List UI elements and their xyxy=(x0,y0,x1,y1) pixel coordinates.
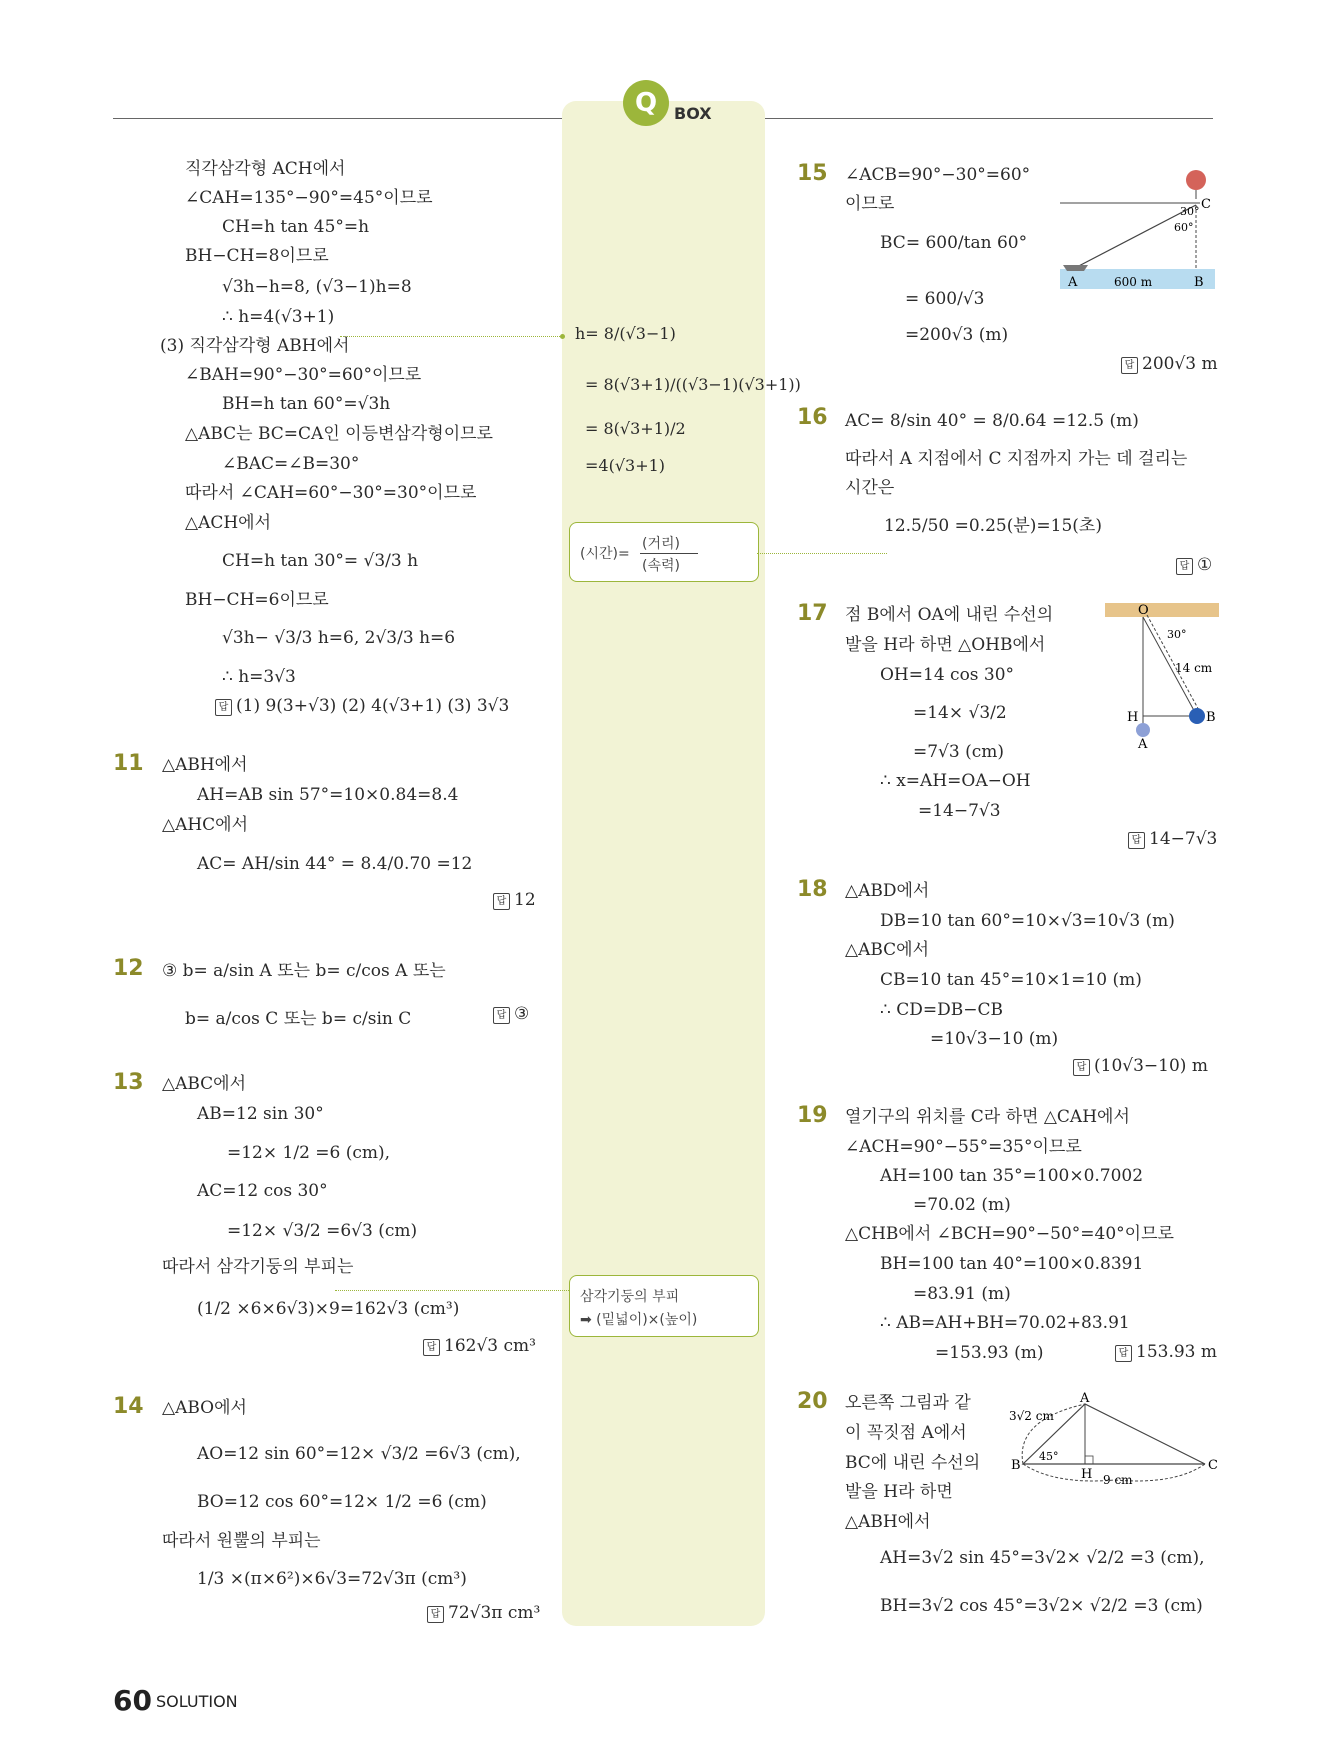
connector-dot xyxy=(560,334,565,339)
text-line: ③ b= a/sin A 또는 b= c/cos A 또는 xyxy=(162,961,446,981)
problem-number: 11 xyxy=(113,751,144,776)
text-line: =10√3−10 (m) xyxy=(930,1029,1059,1049)
note-title: 삼각기둥의 부피 xyxy=(580,1289,680,1305)
text-line: 열기구의 위치를 C라 하면 △CAH에서 xyxy=(845,1107,1130,1127)
text-line: =70.02 (m) xyxy=(913,1195,1011,1215)
problem-number: 14 xyxy=(113,1394,144,1419)
point-label: A xyxy=(1068,275,1078,290)
text-line: ∠BAC=∠B=30° xyxy=(222,454,360,474)
answer xyxy=(215,696,509,716)
point-label: H xyxy=(1081,1467,1093,1482)
text-line: CH=h tan 45°=h xyxy=(222,217,370,237)
pendulum-ball-icon xyxy=(1136,723,1150,737)
answer-text: 12 xyxy=(514,890,536,910)
text-line: (1/2 ×6×6√3)×9=162√3 (cm³) xyxy=(197,1299,460,1319)
answer xyxy=(493,890,536,910)
figure-17 xyxy=(1105,600,1221,750)
qbox-badge: Q xyxy=(623,80,669,126)
text-line: √3h− √3/3 h=6, 2√3/3 h=6 xyxy=(222,628,456,648)
answer xyxy=(1073,1056,1208,1076)
text-line: ∴ x=AH=OA−OH xyxy=(880,771,1031,791)
text-line: BH−CH=6이므로 xyxy=(185,590,329,610)
text-line: △ABO에서 xyxy=(162,1398,247,1418)
note-numerator: (거리) xyxy=(642,536,680,552)
text-line: BC에 내린 수선의 xyxy=(845,1453,981,1473)
base-label: 9 cm xyxy=(1103,1473,1133,1487)
side-label: 3√2 cm xyxy=(1009,1409,1054,1423)
text-line: √3h−h=8, (√3−1)h=8 xyxy=(222,277,412,297)
note-formula: ➡ (밑넓이)×(높이) xyxy=(580,1312,698,1328)
angle-label: 45° xyxy=(1039,1450,1059,1463)
text-line: 이므로 xyxy=(845,194,895,214)
point-label: B xyxy=(1011,1458,1021,1473)
text-line: ∴ AB=AH+BH=70.02+83.91 xyxy=(880,1313,1130,1333)
qbox-calc-line: h= 8/(√3−1) xyxy=(575,324,676,343)
answer-text: 14−7√3 xyxy=(1149,829,1218,849)
text-line: ∠ACH=90°−55°=35°이므로 xyxy=(845,1137,1082,1157)
text-line: 이 꼭짓점 A에서 xyxy=(845,1423,967,1443)
length-label: 14 cm xyxy=(1175,661,1213,675)
answer-text: 200√3 m xyxy=(1142,354,1218,374)
text-line: BH=100 tan 40°=100×0.8391 xyxy=(880,1254,1144,1274)
text-line: ∠BAH=90°−30°=60°이므로 xyxy=(185,365,422,385)
text-line: =14−7√3 xyxy=(918,801,1001,821)
text-line: =12× √3/2 =6√3 (cm) xyxy=(227,1221,418,1241)
answer xyxy=(427,1603,540,1623)
time-formula-note xyxy=(569,522,759,582)
text-line: △AHC에서 xyxy=(162,815,249,835)
answer xyxy=(1115,1342,1217,1362)
answer xyxy=(1176,555,1212,575)
balloon-icon xyxy=(1186,170,1206,190)
text-line: =7√3 (cm) xyxy=(913,742,1005,762)
footer-label: SOLUTION xyxy=(156,1692,238,1711)
pendulum-ball-icon xyxy=(1189,708,1205,724)
answer-text: 153.93 m xyxy=(1136,1342,1218,1362)
angle-label: 30° xyxy=(1180,205,1200,218)
text-line: CB=10 tan 45°=10×1=10 (m) xyxy=(880,970,1142,990)
text-line: △ABC는 BC=CA인 이등변삼각형이므로 xyxy=(185,424,493,444)
text-line: 점 B에서 OA에 내린 수선의 xyxy=(845,605,1054,625)
text-line: △ABH에서 xyxy=(845,1512,931,1532)
text-line: 따라서 삼각기둥의 부피는 xyxy=(162,1257,354,1277)
text-line: BH−CH=8이므로 xyxy=(185,246,329,266)
text-line: △ACH에서 xyxy=(185,513,272,533)
text-line: =153.93 (m) xyxy=(935,1343,1044,1363)
text-line: BC= 600/tan 60° xyxy=(880,233,1028,253)
text-line: BH=3√2 cos 45°=3√2× √2/2 =3 (cm) xyxy=(880,1596,1203,1616)
problem-number: 18 xyxy=(797,877,828,902)
text-line: AH=3√2 sin 45°=3√2× √2/2 =3 (cm), xyxy=(880,1548,1205,1568)
text-line: OH=14 cos 30° xyxy=(880,665,1015,685)
text-line: AB=12 sin 30° xyxy=(197,1104,324,1124)
answer-text: ③ xyxy=(514,1004,530,1024)
text-line: AC= AH/sin 44° = 8.4/0.70 =12 xyxy=(197,854,473,874)
text-line: △ABC에서 xyxy=(845,940,930,960)
answer xyxy=(1121,354,1218,374)
text-line: AO=12 sin 60°=12× √3/2 =6√3 (cm), xyxy=(197,1444,521,1464)
text-line: b= a/cos C 또는 b= c/sin C xyxy=(185,1009,412,1029)
prism-volume-note xyxy=(569,1275,759,1337)
angle-label: 30° xyxy=(1167,628,1187,641)
qbox-calc-line: = 8(√3+1)/((√3−1)(√3+1)) xyxy=(585,375,801,394)
text-line: △CHB에서 ∠BCH=90°−50°=40°이므로 xyxy=(845,1224,1174,1244)
text-line: (3) 직각삼각형 ABH에서 xyxy=(160,336,350,356)
text-line: 시간은 xyxy=(845,478,895,498)
answer-text: (10√3−10) m xyxy=(1094,1056,1208,1076)
answer xyxy=(1128,829,1217,849)
text-line: △ABH에서 xyxy=(162,755,248,775)
connector-line xyxy=(757,553,887,554)
answer-icon: 답 xyxy=(1121,357,1138,374)
point-label: A xyxy=(1080,1391,1090,1406)
answer-text: 72√3π cm³ xyxy=(448,1603,541,1623)
note-fraction-bar xyxy=(640,553,698,554)
text-line: 따라서 원뿔의 부피는 xyxy=(162,1531,321,1551)
qbox-calc-line: = 8(√3+1)/2 xyxy=(585,419,686,438)
text-line: 따라서 A 지점에서 C 지점까지 가는 데 걸리는 xyxy=(845,449,1188,469)
text-line: AH=AB sin 57°=10×0.84=8.4 xyxy=(197,785,459,805)
text-line: ∠ACB=90°−30°=60° xyxy=(845,165,1031,185)
answer-text: 162√3 cm³ xyxy=(444,1336,536,1356)
answer-text: ① xyxy=(1197,555,1213,575)
text-line: =14× √3/2 xyxy=(913,703,1007,723)
text-line: ∴ CD=DB−CB xyxy=(880,1000,1003,1020)
problem-number: 20 xyxy=(797,1389,828,1414)
text-line: BO=12 cos 60°=12× 1/2 =6 (cm) xyxy=(197,1492,487,1512)
text-line: △ABC에서 xyxy=(162,1074,247,1094)
point-label: O xyxy=(1138,603,1149,618)
problem-number: 13 xyxy=(113,1070,144,1095)
text-line: 따라서 ∠CAH=60°−30°=30°이므로 xyxy=(185,483,477,503)
text-line: 오른쪽 그림과 같 xyxy=(845,1393,971,1413)
text-line: CH=h tan 30°= √3/3 h xyxy=(222,551,419,571)
page-number: 60 xyxy=(113,1684,152,1717)
answer-icon: 답 xyxy=(215,699,232,716)
point-label: C xyxy=(1208,1458,1218,1473)
text-line: 발을 H라 하면 △OHB에서 xyxy=(845,635,1046,655)
point-label: A xyxy=(1138,737,1148,750)
answer-icon: 답 xyxy=(427,1606,444,1623)
point-label: B xyxy=(1194,275,1204,290)
text-line: =12× 1/2 =6 (cm), xyxy=(227,1143,391,1163)
problem-number: 17 xyxy=(797,601,828,626)
problem-number: 15 xyxy=(797,161,828,186)
note-denominator: (속력) xyxy=(642,558,680,574)
text-line: AC= 8/sin 40° = 8/0.64 =12.5 (m) xyxy=(845,411,1139,431)
text-line: ∴ h=3√3 xyxy=(222,667,296,687)
answer-icon: 답 xyxy=(1073,1059,1090,1076)
text-line: = 600/√3 xyxy=(905,289,985,309)
text-line: △ABD에서 xyxy=(845,881,930,901)
text-line: =83.91 (m) xyxy=(913,1284,1011,1304)
text-line: 발을 H라 하면 xyxy=(845,1482,953,1502)
answer-icon: 답 xyxy=(423,1339,440,1356)
text-line: ∠CAH=135°−90°=45°이므로 xyxy=(185,188,433,208)
problem-number: 16 xyxy=(797,405,828,430)
text-line: 직각삼각형 ACH에서 xyxy=(185,159,346,179)
boat-icon xyxy=(1063,265,1088,271)
text-line: 12.5/50 =0.25(분)=15(초) xyxy=(884,516,1102,536)
text-line: AH=100 tan 35°=100×0.7002 xyxy=(880,1166,1144,1186)
note-lhs: (시간)= xyxy=(580,546,630,562)
qbox-label: BOX xyxy=(674,104,712,123)
problem-number: 12 xyxy=(113,956,144,981)
text-line: =200√3 (m) xyxy=(905,325,1009,345)
answer-icon: 답 xyxy=(1176,558,1193,575)
answer xyxy=(423,1336,536,1356)
text-line: AC=12 cos 30° xyxy=(197,1181,328,1201)
problem-number: 19 xyxy=(797,1103,828,1128)
distance-label: 600 m xyxy=(1114,275,1153,289)
answer-icon: 답 xyxy=(493,1007,510,1024)
answer-icon: 답 xyxy=(493,893,510,910)
text-line: DB=10 tan 60°=10×√3=10√3 (m) xyxy=(880,911,1175,931)
answer-icon: 답 xyxy=(1128,832,1145,849)
answer-text: (1) 9(3+√3) (2) 4(√3+1) (3) 3√3 xyxy=(236,696,510,716)
answer-icon: 답 xyxy=(1115,1345,1132,1362)
text-line: 1/3 ×(π×6²)×6√3=72√3π (cm³) xyxy=(197,1569,467,1589)
qbox-calc-line: =4(√3+1) xyxy=(585,456,666,475)
connector-line xyxy=(335,1290,569,1291)
angle-label: 60° xyxy=(1174,221,1194,234)
figure-20 xyxy=(1005,1390,1221,1490)
point-label: C xyxy=(1201,197,1211,212)
figure-15 xyxy=(1060,165,1220,295)
connector-line xyxy=(340,336,564,337)
point-label: H xyxy=(1127,710,1139,725)
answer xyxy=(493,1004,529,1024)
point-label: B xyxy=(1206,710,1216,725)
text-line: BH=h tan 60°=√3h xyxy=(222,394,391,414)
text-line: ∴ h=4(√3+1) xyxy=(222,307,335,327)
